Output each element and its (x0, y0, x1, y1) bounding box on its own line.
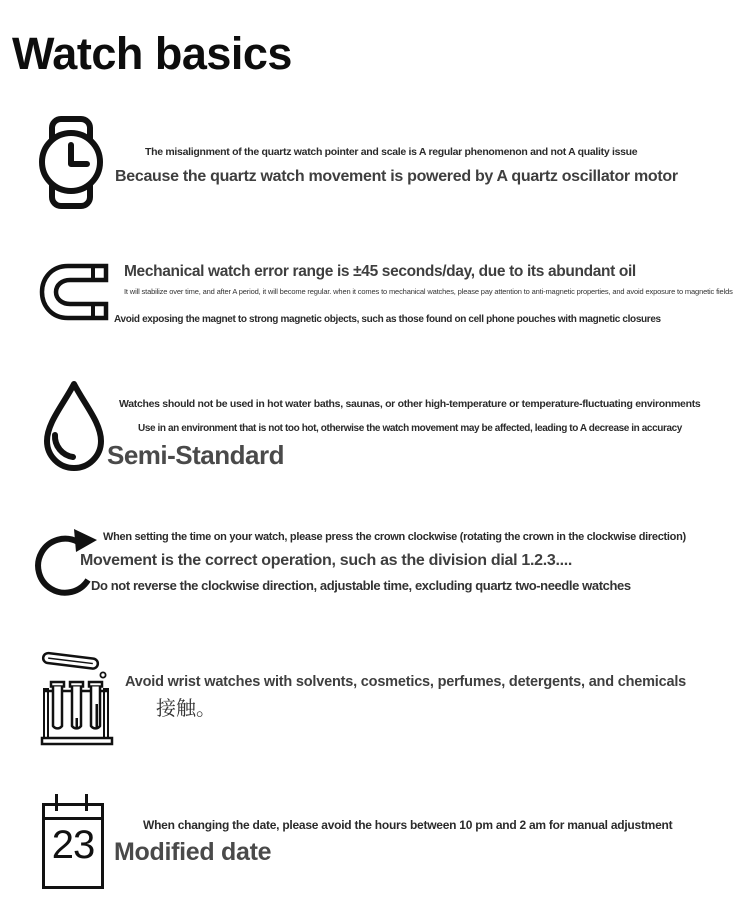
temperature-headline: Semi-Standard (107, 440, 284, 470)
calendar-header-line (45, 817, 101, 820)
temperature-note-1: Watches should not be used in hot water baths, saunas, or other high-temperature or temperature-fluctuating environments (119, 398, 701, 410)
crown-warning: Do not reverse the clockwise direction, adjustable time, excluding quartz two-needle watches (91, 578, 631, 593)
magnet-headline: Mechanical watch error range is ±45 seconds/day, due to its abundant oil (124, 263, 636, 280)
temperature-note-2: Use in an environment that is not too hot, otherwise the watch movement may be affected, leading to A decrease in accuracy (138, 423, 682, 434)
magnet-note: Avoid exposing the magnet to strong magnetic objects, such as those found on cell phone pouches with magnetic closures (114, 314, 661, 325)
chemicals-cjk-text: 接触。 (156, 698, 216, 720)
quartz-headline: Because the quartz watch movement is powered by A quartz oscillator motor (115, 168, 678, 185)
chemicals-headline: Avoid wrist watches with solvents, cosmetics, perfumes, detergents, and chemicals (125, 674, 687, 690)
date-headline: Modified date (114, 838, 272, 866)
calendar-pin (55, 794, 58, 811)
calendar-pin (85, 794, 88, 811)
magnet-fine-print: It will stabilize over time, and after A period, it will become regular. when it comes to mechanical watches, please pay attention to anti-magnetic properties, and avoid exposure to magnetic fields (124, 287, 733, 296)
test-tubes-icon (40, 646, 114, 748)
magnet-icon (38, 262, 112, 322)
crown-note: When setting the time on your watch, please press the crown clockwise (rotating the crown in the clockwise direction) (103, 531, 686, 543)
calendar-day: 23 (51, 823, 95, 867)
calendar-icon (42, 803, 104, 889)
date-note: When changing the date, please avoid the hours between 10 pm and 2 am for manual adjustment (143, 818, 673, 832)
crown-headline: Movement is the correct operation, such as the division dial 1.2.3.... (80, 552, 573, 569)
page-title: Watch basics (12, 28, 292, 79)
quartz-note: The misalignment of the quartz watch pointer and scale is A regular phenomenon and not A quality issue (145, 146, 638, 158)
watch-icon (38, 115, 104, 210)
water-drop-icon (39, 378, 109, 476)
